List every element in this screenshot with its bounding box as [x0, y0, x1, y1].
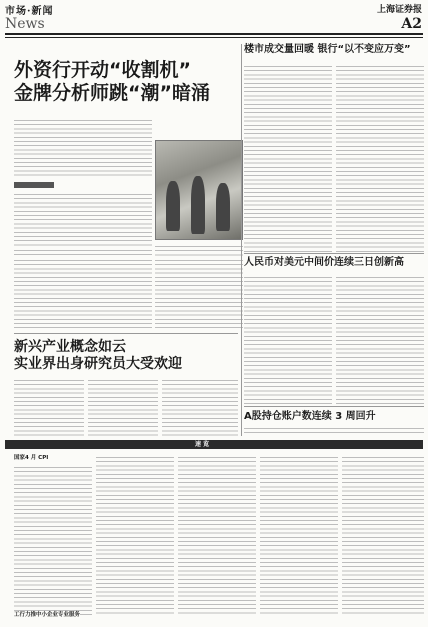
paper-name: 上海证券报 — [376, 5, 422, 15]
brief-headline-2: 工行力推中小企业专业服务 — [14, 612, 81, 618]
photo-caption — [155, 244, 243, 256]
briefs-banner-label: 速 览 — [195, 441, 210, 448]
right-headline-3: A股持仓账户数连续 3 周回升 — [244, 411, 376, 422]
lead-headline-line2: 金牌分析师跳“潮”暗涌 — [14, 82, 210, 104]
right-separator-1 — [244, 253, 424, 254]
lead-photo — [155, 140, 243, 240]
right-story1-col2 — [336, 64, 424, 252]
masthead — [0, 0, 428, 40]
page-number: A2 — [401, 16, 422, 32]
lead-body-col1-d — [14, 258, 152, 328]
right-headline-2: 人民币对美元中间价连续三日创新高 — [244, 257, 404, 268]
second-body-col3 — [162, 378, 238, 436]
brief-col3 — [178, 455, 256, 615]
right-story2-col2 — [336, 275, 424, 405]
section-english: News — [5, 16, 45, 32]
masthead-rule-thick — [5, 33, 423, 35]
right-story1-col1 — [244, 64, 332, 252]
masthead-rule-thin — [5, 37, 423, 38]
right-story3-body — [244, 426, 424, 436]
brief-col4 — [260, 455, 338, 615]
second-body-col1 — [14, 378, 84, 436]
photo-figure — [166, 181, 180, 231]
section-name: 市场·新闻 — [5, 6, 54, 17]
right-story2-col1 — [244, 275, 332, 405]
second-body-col2 — [88, 378, 158, 436]
column-separator — [241, 44, 242, 436]
briefs-banner — [5, 440, 423, 449]
second-headline-line1: 新兴产业概念如云 — [14, 339, 126, 355]
lead-subhead-1 — [14, 182, 54, 188]
brief-col1 — [14, 465, 92, 615]
brief-col2 — [96, 455, 174, 615]
right-headline-1: 楼市成交量回暖 银行“以不变应万变” — [244, 44, 411, 55]
photo-figure — [191, 176, 205, 234]
photo-figure — [216, 183, 230, 231]
lead-headline-line1: 外资行开动“收割机” — [14, 59, 191, 81]
story-separator — [14, 333, 238, 334]
brief-headline-1: 国家4 月 CPI — [14, 455, 49, 461]
brief-col5 — [342, 455, 424, 615]
second-headline-line2: 实业界出身研究员大受欢迎 — [14, 356, 182, 372]
right-separator-2 — [244, 406, 424, 407]
lead-body-col1-a — [14, 118, 152, 178]
lead-body-col2 — [155, 258, 243, 328]
